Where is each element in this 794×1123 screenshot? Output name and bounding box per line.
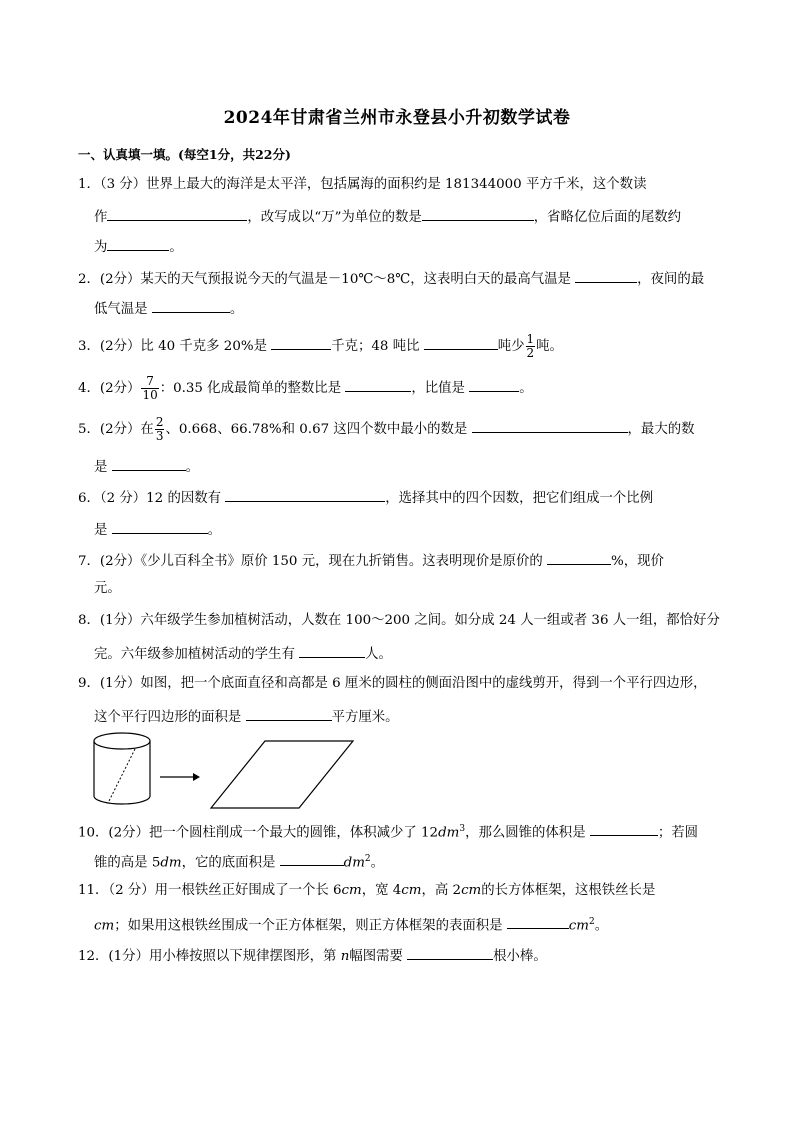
answer-blank[interactable] [280,851,344,866]
arrow-right-icon [160,773,200,781]
question-10-line-2: 锥的高是 5dm，它的底面积是 $dm^2$。 [94,850,744,872]
answer-blank[interactable] [424,335,498,350]
question-6-line-1: 6．（2 分）12 的因数有 ，选择其中的四个因数，把它们组成一个比例 [78,487,728,508]
question-11-line-1: 11．（2 分）用一根铁丝正好围成了一个长 6cm，宽 4cm，高 2cm的长方体框架，这根铁丝长是 [78,883,656,898]
question-11-line-2: cm；如果用这根铁丝围成一个正方体框架，则正方体框架的表面积是 $cm^2$。 [94,913,744,935]
question-3: 3．(2分）比 40 千克多 20%是 千克；48 吨比 吨少 $\frac{1}{2}$ 吨。 [78,332,563,360]
question-5-line-2: 是 。 [94,456,744,477]
question-7-line-1: 7．(2分）《少儿百科全书》原价 150 元，现在九折销售。这表明现价是原价的 %，现价 [78,550,728,571]
question-10-line-1: 10．(2分）把一个圆柱削成一个最大的圆锥，体积减少了 $12dm^3$，那么圆锥的体积是 ；若圆 [78,820,728,842]
answer-blank[interactable] [407,945,493,960]
answer-blank[interactable] [469,377,519,392]
question-1-line-2: 作 ，改写成以“万”为单位的数是 ，省略亿位后面的尾数约 [94,206,744,227]
fraction-two-thirds: $\frac{2}{3}$ [155,415,164,443]
answer-blank[interactable] [575,268,637,283]
cylinder-icon [94,733,150,804]
fraction-one-half: $\frac{1}{2}$ [526,332,535,360]
question-4: 4．(2分） $\frac{7}{10}$ ：0.35 化成最简单的整数比是 ，比值是 。 [78,374,533,402]
section-heading: 一、认真填一填。(每空1分，共22分) [78,147,291,162]
question-9-line-1: 9．(1分）如图，把一个底面直径和高都是 6 厘米的圆柱的侧面沿图中的虚线剪开，得到一个平行四边形， [78,676,707,691]
question-6-line-2: 是 。 [94,519,744,540]
answer-blank[interactable] [152,298,230,313]
parallelogram-shape [211,741,353,808]
question-12: 12．(1分）用小棒按照以下规律摆图形，第 n幅图需要 根小棒。 [78,945,728,966]
page-title: 2024年甘肃省兰州市永登县小升初数学试卷 [223,108,571,128]
question-1-line-1: 1．（3 分）世界上最大的海洋是太平洋，包括属海的面积约是 181344000 平方千米，这个数读 [78,177,647,192]
answer-blank[interactable] [107,236,169,251]
answer-blank[interactable] [299,643,365,658]
question-2-line-1: 2．(2分）某天的天气预报说今天的气温是－10℃～8℃，这表明白天的最高气温是 ，夜间的最 [78,268,728,289]
answer-blank[interactable] [590,821,658,836]
answer-blank[interactable] [246,706,332,721]
answer-blank[interactable] [112,456,186,471]
answer-blank[interactable] [271,335,331,350]
answer-blank[interactable] [472,418,628,433]
cylinder-to-parallelogram-figure [90,728,365,813]
answer-blank[interactable] [107,206,247,221]
question-1-line-3: 为 。 [94,236,744,257]
question-7-line-2: 元。 [94,581,121,596]
answer-blank[interactable] [547,550,611,565]
question-9-line-2: 这个平行四边形的面积是 平方厘米。 [94,706,744,727]
answer-blank[interactable] [422,206,534,221]
question-5-line-1: 5．(2分）在 $\frac{2}{3}$ 、0.668、66.78%和 0.67 这四个数中最小的数是 ，最大的数 [78,415,695,443]
answer-blank[interactable] [225,487,385,502]
fraction-seven-tenths: $\frac{7}{10}$ [142,374,158,402]
question-8-line-1: 8．(1分）六年级学生参加植树活动，人数在 100～200 之间。如分成 24 人一组或者 36 人一组，都恰好分 [78,613,720,628]
answer-blank[interactable] [507,914,569,929]
question-2-line-2: 低气温是 。 [94,298,744,319]
answer-blank[interactable] [112,519,208,534]
question-8-line-2: 完。六年级参加植树活动的学生有 人。 [94,643,744,664]
answer-blank[interactable] [345,377,411,392]
